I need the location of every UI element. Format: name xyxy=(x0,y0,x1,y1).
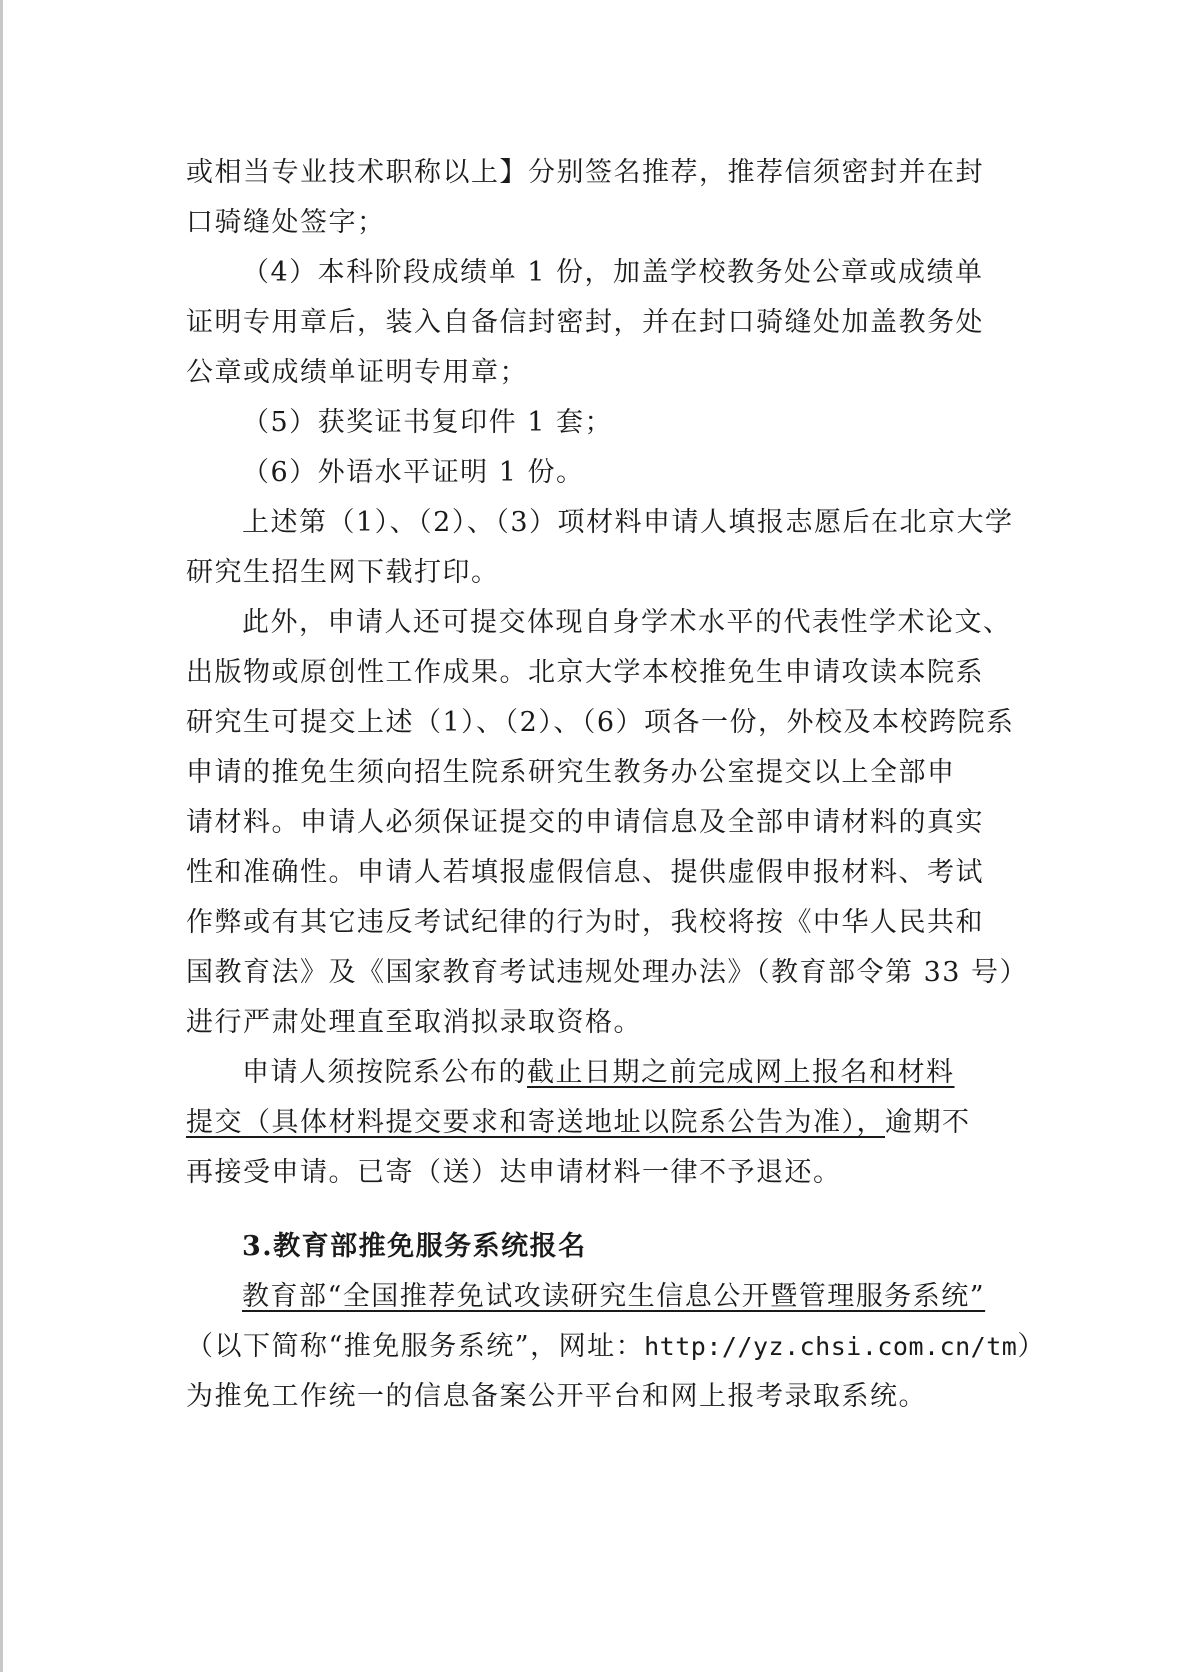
transcript-line-3: 公章或成绩单证明专用章； xyxy=(186,357,528,388)
document-page xyxy=(186,148,1046,1422)
section-3-heading: 3.教育部推免服务系统报名 xyxy=(242,1231,587,1262)
section-3-line-2 xyxy=(186,1322,1046,1372)
additional-line-4: 申请的推免生须向招生院系研究生教务办公室提交以上全部申 xyxy=(186,757,956,788)
awards-item: （5）获奖证书复印件 1 套； xyxy=(242,407,614,438)
website-url[interactable]: http://yz.chsi.com.cn/tm xyxy=(644,1332,1018,1361)
additional-line-3: 研究生可提交上述（1）、（2）、（6）项各一份，外校及本校跨院系 xyxy=(186,707,1015,738)
deadline-tail-text: 逾期不 xyxy=(885,1107,971,1138)
download-line-1: 上述第（1）、（2）、（3）项材料申请人填报志愿后在北京大学 xyxy=(242,507,1014,538)
additional-line-1: 此外，申请人还可提交体现自身学术水平的代表性学术论文、 xyxy=(242,607,1012,638)
transcript-line-1: （4）本科阶段成绩单 1 份，加盖学校教务处公章或成绩单 xyxy=(242,257,984,288)
closing-paren: ） xyxy=(1017,1331,1046,1362)
additional-line-2: 出版物或原创性工作成果。北京大学本校推免生申请攻读本院系 xyxy=(186,657,984,688)
page-left-edge xyxy=(0,0,3,1672)
additional-line-5: 请材料。申请人必须保证提交的申请信息及全部申请材料的真实 xyxy=(186,807,984,838)
section-3-line-1 xyxy=(186,1272,1018,1322)
deadline-line-3: 再接受申请。已寄（送）达申请材料一律不予退还。 xyxy=(186,1157,842,1188)
deadline-underlined-text-2: 提交（具体材料提交要求和寄送地址以院系公告为准）， xyxy=(186,1107,885,1138)
deadline-line-1 xyxy=(186,1048,1018,1098)
language-item: （6）外语水平证明 1 份。 xyxy=(242,457,585,488)
download-line-2: 研究生招生网下载打印。 xyxy=(186,557,500,588)
deadline-underlined-text-1: 截止日期之前完成网上报名和材料 xyxy=(527,1057,955,1088)
additional-line-7: 作弊或有其它违反考试纪律的行为时，我校将按《中华人民共和 xyxy=(186,907,984,938)
abbreviation-text: （以下简称“推免服务系统”，网址： xyxy=(186,1331,645,1362)
deadline-lead-text: 申请人须按院系公布的 xyxy=(242,1057,527,1088)
transcript-line-2: 证明专用章后，装入自备信封密封，并在封口骑缝处加盖教务处 xyxy=(186,307,984,338)
additional-line-9: 进行严肃处理直至取消拟录取资格。 xyxy=(186,1007,642,1038)
deadline-line-2 xyxy=(186,1098,1018,1148)
section-3-line-3: 为推免工作统一的信息备案公开平台和网上报考录取系统。 xyxy=(186,1381,927,1412)
recommend-line-1: 或相当专业技术职称以上】分别签名推荐，推荐信须密封并在封 xyxy=(186,157,984,188)
additional-line-8: 国教育法》及《国家教育考试违规处理办法》（教育部令第 33 号） xyxy=(186,957,1029,988)
section-spacer xyxy=(186,1198,1018,1222)
additional-line-6: 性和准确性。申请人若填报虚假信息、提供虚假申报材料、考试 xyxy=(186,857,984,888)
system-name-underlined: 教育部“全国推荐免试攻读研究生信息公开暨管理服务系统” xyxy=(242,1281,986,1312)
recommend-line-2: 口骑缝处签字； xyxy=(186,207,386,238)
